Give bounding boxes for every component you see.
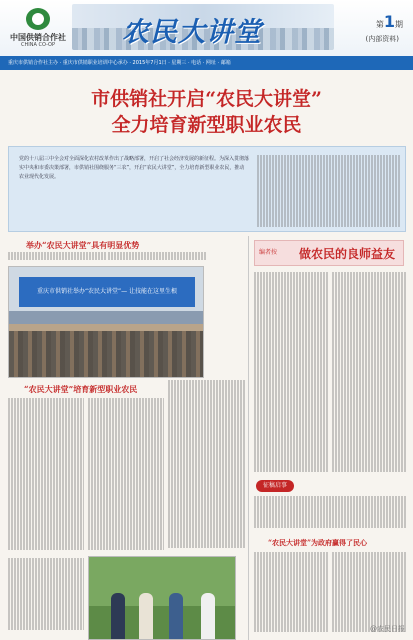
- coop-logo: [8, 8, 68, 52]
- lead-box: [8, 146, 406, 232]
- main-headline: [0, 86, 413, 138]
- section-1-text-b: [108, 252, 206, 266]
- headline-line-2: 全力培育新型职业农民: [111, 114, 302, 136]
- lecture-stage-banner: 重庆市供销社举办“农民大讲堂”— 让技能在这里生根: [19, 277, 195, 307]
- masthead: [0, 0, 413, 56]
- source-watermark: @农民日报: [370, 625, 405, 633]
- issue-note: (内部资料): [365, 35, 399, 43]
- section-2-text-b: [88, 398, 164, 554]
- feature-text-a: [254, 272, 328, 472]
- feature-tag: 编者按: [259, 249, 278, 256]
- field-visit-photo: [88, 556, 236, 640]
- feature-header: [254, 240, 404, 266]
- call-for-papers-text: [254, 496, 406, 532]
- coop-logo-icon: [26, 8, 50, 30]
- lecture-photo: [8, 266, 204, 378]
- section-3-text-a: [254, 552, 328, 638]
- feature-text-b: [332, 272, 406, 472]
- issue-number: 第1期: [375, 12, 403, 31]
- logo-chinese-name: 中国供销合作社: [10, 33, 66, 42]
- logo-english-name: CHINA CO-OP: [21, 42, 55, 48]
- section-2-text-a: [8, 398, 84, 554]
- lead-sidebar-text: [257, 155, 401, 227]
- call-for-papers-badge: 征稿启事: [256, 480, 294, 492]
- newspaper-title: 农民大讲堂: [122, 17, 262, 48]
- section-2-text-d: [8, 558, 84, 638]
- headline-line-1: 市供销社开启“农民大讲堂”: [91, 88, 322, 110]
- section-1-text-a: [8, 252, 106, 266]
- masthead-banner: [72, 4, 334, 50]
- section-3-title: “农民大讲堂”为政府赢得了民心: [268, 538, 368, 547]
- info-bar: 重庆市供销合作社主办 · 重庆市供销职业培训中心承办 · 2015年7月1日 · 星期三 · 电话 · 网址 · 邮箱: [0, 56, 413, 70]
- section-1-title: 举办“农民大讲堂”具有明显优势: [26, 240, 140, 250]
- column-divider: [248, 236, 249, 640]
- section-2-text-c: [168, 380, 246, 554]
- feature-title: 做农民的良师益友: [299, 247, 396, 261]
- lead-text: 党的十八届三中全会对全面深化农村改革作出了战略部署，开启了社会经济发展的新征程。为深入贯彻落实中央和市委决策部署，市供销社围绕服务“三农”，开启“农民大讲堂”，全力培育新型职业农民，推动农业现代化发展。: [19, 156, 250, 180]
- audience-graphic: [9, 331, 203, 377]
- section-2-title: “农民大讲堂”培育新型职业农民: [24, 384, 138, 394]
